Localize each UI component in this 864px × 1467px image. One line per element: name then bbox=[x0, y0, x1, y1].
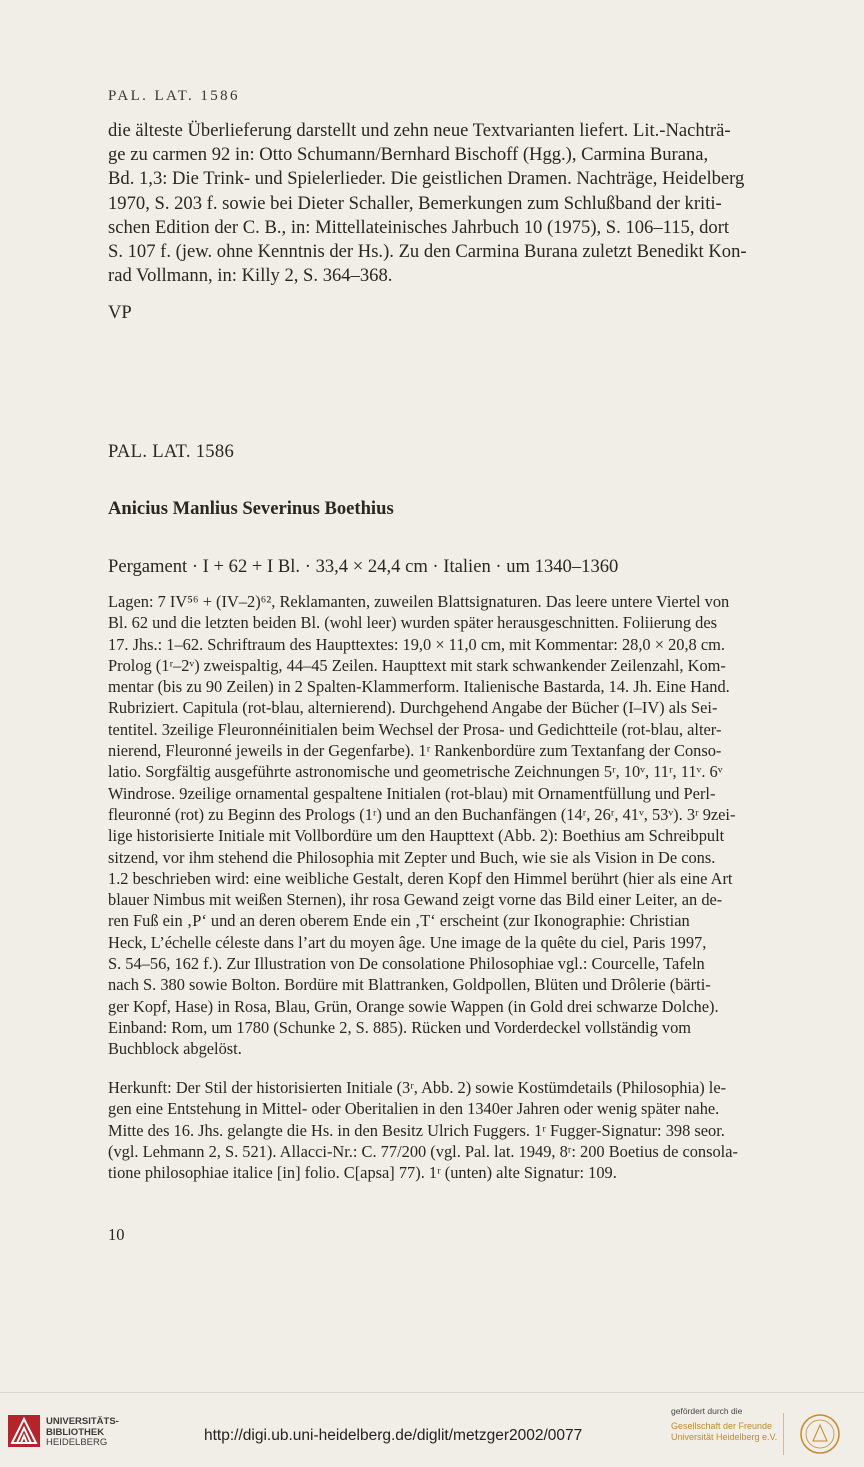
sponsor-label: gefördert durch die bbox=[671, 1406, 743, 1416]
divider bbox=[783, 1413, 784, 1455]
text-line: die älteste Überlieferung darstellt und zehn neue Textvarianten liefert. Lit.-Nachträ- bbox=[108, 120, 731, 141]
text-line: Lagen: 7 IV⁵⁶ + (IV–2)⁶², Reklamanten, zuweilen Blattsignaturen. Das leere untere Viertel von bbox=[108, 592, 730, 611]
text-line: Einband: Rom, um 1780 (Schunke 2, S. 885). Rücken und Vorderdeckel vollständig vom bbox=[108, 1017, 692, 1037]
text-line: blauer Nimbus mit weißen Sternen), ihr rosa Gewand zeigt vorne das Bild einer Leiter, an de- bbox=[108, 890, 723, 910]
sponsor-name bbox=[671, 1421, 777, 1443]
sponsor-line: Universität Heidelberg e.V. bbox=[671, 1432, 778, 1442]
text-line: nierend, Fleuronné jeweils in der Gegenfarbe). 1ʳ Rankenbordüre zum Textanfang der Conso- bbox=[108, 741, 722, 761]
text-line: 17. Jhs.: 1–62. Schriftraum des Haupttextes: 19,0 × 11,0 cm, mit Kommentar: 28,0 × 20,8 cm. bbox=[108, 634, 725, 654]
text-line: Windrose. 9zeilige ornamental gespaltene Initialen (rot-blau) mit Ornamentfüllung und Perl- bbox=[108, 783, 716, 803]
library-line: HEIDELBERG bbox=[46, 1437, 108, 1448]
university-library-logo-icon bbox=[8, 1415, 40, 1447]
entry-signature: PAL. LAT. 1586 bbox=[108, 441, 235, 462]
text-line: Mitte des 16. Jhs. gelangte die Hs. in den Besitz Ulrich Fuggers. 1ʳ Fugger-Signatur: 398 seor. bbox=[108, 1120, 725, 1140]
previous-entry-text bbox=[108, 119, 784, 288]
text-line: Prolog (1ʳ–2ᵛ) zweispaltig, 44–45 Zeilen. Haupttext mit stark schwankender Zeilenzahl, Kom- bbox=[108, 655, 726, 675]
text-line: Bl. 62 und die letzten beiden Bl. (wohl leer) wurden später herausgeschnitten. Foliierung des bbox=[108, 613, 718, 633]
text-line: Buchblock abgelöst. bbox=[108, 1039, 242, 1059]
text-line: S. 107 f. (jew. ohne Kenntnis der Hs.). Zu den Carmina Burana zuletzt Benedikt Kon- bbox=[108, 241, 747, 263]
text-line: sitzend, vor ihm stehend die Philosophia mit Zepter und Buch, wie sie als Vision in De cons. bbox=[108, 847, 716, 867]
text-line: ge zu carmen 92 in: Otto Schumann/Bernhard Bischoff (Hgg.), Carmina Burana, bbox=[108, 144, 709, 166]
text-line: gen eine Entstehung in Mittel- oder Oberitalien in den 1340er Jahren oder wenig später nahe. bbox=[108, 1099, 720, 1119]
text-line: ger Kopf, Hase) in Rosa, Blau, Grün, Orange sowie Wappen (in Gold drei schwarze Dolche). bbox=[108, 996, 719, 1016]
text-line: 1.2 beschrieben wird: eine weibliche Gestalt, deren Kopf den Himmel berührt (hier als eine Art bbox=[108, 868, 733, 888]
text-line: ren Fuß ein ‚P‘ und an deren oberem Ende ein ‚T‘ erscheint (zur Ikonographie: Christian bbox=[108, 911, 690, 931]
viewer-footer bbox=[0, 1392, 864, 1467]
text-line: tione philosophiae italice [in] folio. C[apsa] 77). 1ʳ (unten) alte Signatur: 109. bbox=[108, 1163, 617, 1183]
text-line: schen Edition der C. B., in: Mittellateinisches Jahrbuch 10 (1975), S. 106–115, dort bbox=[108, 216, 730, 238]
library-line: BIBLIOTHEK bbox=[46, 1426, 105, 1438]
text-line: lige historisierte Initiale mit Vollbordüre um den Haupttext (Abb. 2): Boethius am Schreibpult bbox=[108, 826, 725, 846]
text-line: Heck, L’échelle céleste dans l’art du moyen âge. Une image de la quête du ciel, Paris 1997, bbox=[108, 932, 707, 952]
text-line: rad Vollmann, in: Killy 2, S. 364–368. bbox=[108, 265, 393, 287]
text-line: S. 54–56, 162 f.). Zur Illustration von De consolatione Philosophiae vgl.: Courcelle, Tafeln bbox=[108, 954, 705, 974]
text-line: latio. Sorgfältig ausgeführte astronomische und geometrische Zeichnungen 5ʳ, 10ᵛ, 11ʳ, 11ᵛ. 6ᵛ bbox=[108, 762, 723, 782]
entry-title: Anicius Manlius Severinus Boethius bbox=[108, 498, 394, 519]
codicology-paragraph bbox=[108, 591, 784, 1060]
text-line: Bd. 1,3: Die Trink- und Spielerlieder. Die geistlichen Dramen. Nachträge, Heidelberg bbox=[108, 168, 745, 190]
text-line: 1970, S. 203 f. sowie bei Dieter Schaller, Bemerkungen zum Schlußband der kriti- bbox=[108, 192, 722, 214]
university-seal-icon bbox=[793, 1413, 847, 1455]
provenance-paragraph bbox=[108, 1077, 784, 1183]
text-line: mentar (bis zu 90 Zeilen) in 2 Spalten-Klammerform. Italienische Bastarda, 14. Jh. Eine Hand. bbox=[108, 677, 730, 697]
sponsor-line: Gesellschaft der Freunde bbox=[671, 1421, 773, 1431]
text-line: nach S. 380 sowie Bolton. Bordüre mit Blattranken, Goldpollen, Blüten und Drôlerie (bärti- bbox=[108, 975, 711, 995]
text-line: Rubriziert. Capitula (rot-blau, alternierend). Durchgehend Angabe der Bücher (I–IV) als Sei- bbox=[108, 698, 718, 718]
text-line: (vgl. Lehmann 2, S. 521). Allacci-Nr.: C. 77/200 (vgl. Pal. lat. 1949, 8ʳ: 200 Boetius de consola- bbox=[108, 1141, 738, 1161]
library-line: UNIVERSITÄTS- bbox=[46, 1416, 119, 1427]
page-number: 10 bbox=[108, 1225, 125, 1244]
permalink[interactable]: http://digi.ub.uni-heidelberg.de/diglit/metzger2002/0077 bbox=[204, 1427, 583, 1444]
physical-description: Pergament · I + 62 + I Bl. · 33,4 × 24,4 cm · Italien · um 1340–1360 bbox=[108, 556, 619, 577]
author-initials: VP bbox=[108, 302, 132, 323]
text-line: Herkunft: Der Stil der historisierten Initiale (3ʳ, Abb. 2) sowie Kostümdetails (Philosophia) le- bbox=[108, 1078, 727, 1097]
text-line: tentitel. 3zeilige Fleuronnéinitialen beim Wechsel der Prosa- und Gedichtteile (rot-blau, alter- bbox=[108, 719, 722, 739]
running-head: PAL. LAT. 1586 bbox=[108, 88, 240, 104]
library-name bbox=[46, 1417, 119, 1449]
text-line: fleuronné (rot) zu Beginn des Prologs (1ʳ) und an den Buchanfängen (14ʳ, 26ʳ, 41ᵛ, 53ᵛ). 3ʳ 9zei- bbox=[108, 804, 736, 824]
bleed-through bbox=[116, 286, 792, 306]
